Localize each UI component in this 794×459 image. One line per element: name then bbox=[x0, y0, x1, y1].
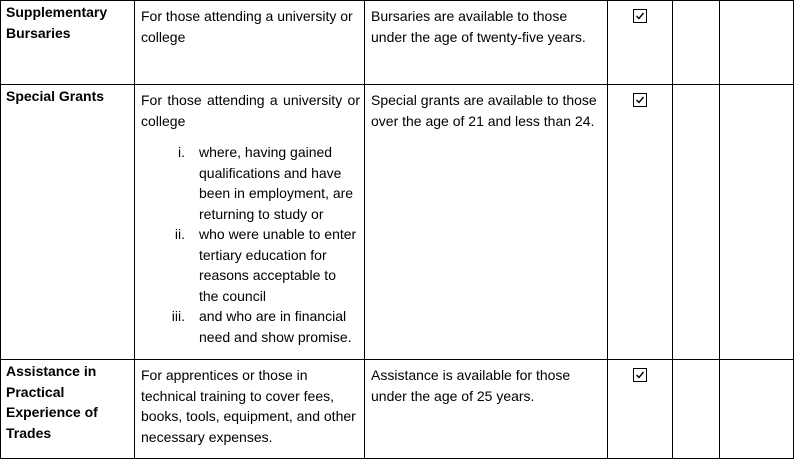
empty-cell bbox=[720, 85, 794, 360]
reasons-list bbox=[141, 142, 360, 347]
row-title-text: Special Grants bbox=[6, 88, 105, 104]
condition-text: Assistance is available for those under the age of 25 years. bbox=[371, 367, 571, 404]
empty-cell bbox=[720, 360, 794, 459]
row-title bbox=[1, 1, 135, 85]
empty-cell bbox=[720, 1, 794, 85]
eligibility-text-line1: For those attending a university or bbox=[141, 92, 360, 108]
empty-cell bbox=[673, 85, 720, 360]
condition-text: Special grants are available to those over the age of 21 and less than 24. bbox=[371, 92, 597, 129]
table-row bbox=[1, 85, 794, 360]
eligibility-text: For apprentices or those in technical training to cover fees, books, tools, equipment, and other necessary expenses. bbox=[141, 367, 356, 445]
eligibility-cell bbox=[135, 1, 365, 85]
checkbox-cell bbox=[608, 85, 673, 360]
condition-cell bbox=[365, 360, 608, 459]
row-title-text: Supplementary Bursaries bbox=[6, 4, 108, 41]
row-title bbox=[1, 85, 135, 360]
row-title bbox=[1, 360, 135, 459]
eligibility-text: For those attending a university or college bbox=[141, 8, 353, 45]
table-row bbox=[1, 1, 794, 85]
eligibility-cell bbox=[135, 85, 365, 360]
checked-checkbox-icon[interactable] bbox=[633, 93, 647, 107]
list-item-number: ii. bbox=[174, 226, 185, 242]
condition-cell bbox=[365, 1, 608, 85]
list-item-text: who were unable to enter tertiary education for reasons acceptable to the council bbox=[199, 226, 357, 304]
eligibility-text-line2: college bbox=[141, 112, 186, 129]
list-item-text: where, having gained qualifications and have been in employment, are returning to study or bbox=[199, 144, 354, 222]
list-item-number: iii. bbox=[171, 308, 185, 324]
list-item-number: i. bbox=[178, 144, 185, 160]
checked-checkbox-icon[interactable] bbox=[633, 9, 647, 23]
condition-text: Bursaries are available to those under the age of twenty-five years. bbox=[371, 8, 586, 45]
empty-cell bbox=[673, 360, 720, 459]
row-title-text: Assistance in Practical Experience of Trades bbox=[6, 363, 98, 441]
condition-cell bbox=[365, 85, 608, 360]
checkbox-cell bbox=[608, 1, 673, 85]
checked-checkbox-icon[interactable] bbox=[633, 368, 647, 382]
list-item bbox=[141, 306, 360, 347]
empty-cell bbox=[673, 1, 720, 85]
list-item-text: and who are in financial need and show promise. bbox=[199, 308, 352, 345]
list-item bbox=[141, 224, 360, 306]
table-row bbox=[1, 360, 794, 459]
eligibility-cell bbox=[135, 360, 365, 459]
list-item bbox=[141, 142, 360, 224]
checkbox-cell bbox=[608, 360, 673, 459]
